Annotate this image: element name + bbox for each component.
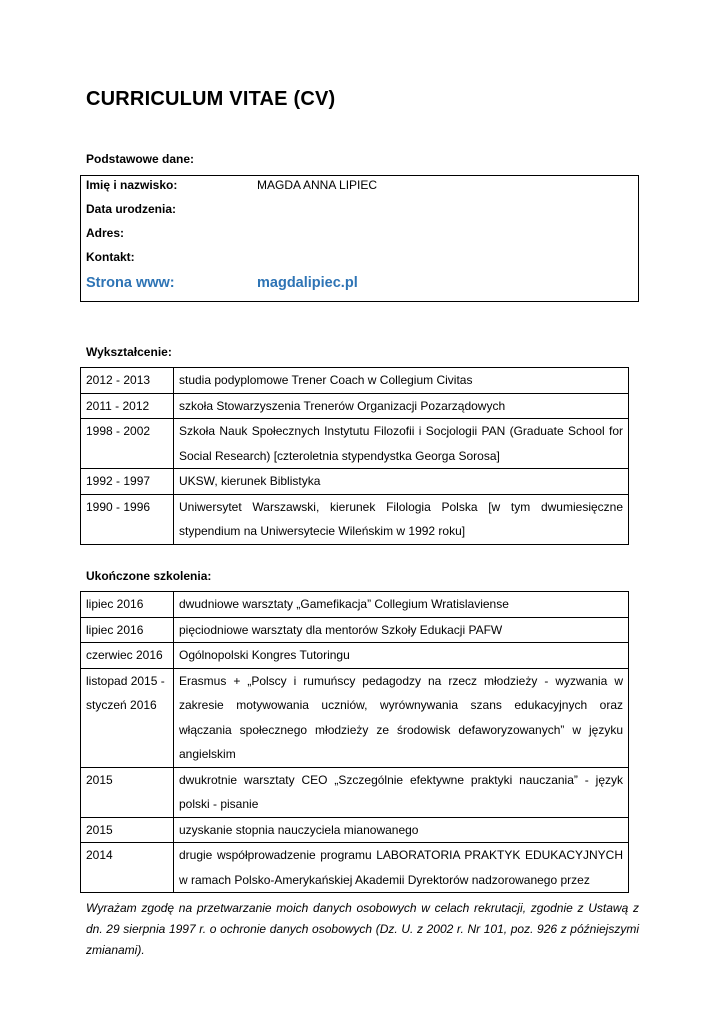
table-row [81, 469, 629, 495]
page-title: CURRICULUM VITAE (CV) [86, 88, 336, 110]
description-cell: pięciodniowe warsztaty dla mentorów Szkoły Edukacji PAFW [174, 617, 629, 643]
description-cell: dwudniowe warsztaty „Gamefikacja” Collegium Wratislaviense [174, 592, 629, 618]
trainings-table [80, 591, 629, 893]
description-cell: UKSW, kierunek Biblistyka [174, 469, 629, 495]
description-cell: szkoła Stowarzyszenia Trenerów Organizacji Pozarządowych [174, 393, 629, 419]
period-cell: czerwiec 2016 [81, 643, 174, 669]
address-row [86, 226, 633, 240]
table-row [81, 393, 629, 419]
name-value: MAGDA ANNA LIPIEC [257, 178, 378, 192]
education-table [80, 367, 629, 545]
period-cell: 1992 - 1997 [81, 469, 174, 495]
period-cell: 2015 [81, 817, 174, 843]
period-cell: 1990 - 1996 [81, 494, 174, 544]
description-cell: uzyskanie stopnia nauczyciela mianowanego [174, 817, 629, 843]
description-cell: Uniwersytet Warszawski, kierunek Filologia Polska [w tym dwumiesięczne stypendium na Uniwersytecie Wileńskim w 1992 roku] [174, 494, 629, 544]
description-cell: studia podyplomowe Trener Coach w Collegium Civitas [174, 368, 629, 394]
table-row [81, 817, 629, 843]
period-cell: listopad 2015 - styczeń 2016 [81, 668, 174, 767]
web-label: Strona www: [86, 275, 175, 291]
trainings-heading: Ukończone szkolenia: [86, 569, 212, 583]
name-row [86, 178, 633, 192]
table-row [81, 592, 629, 618]
period-cell: lipiec 2016 [81, 617, 174, 643]
web-row [86, 275, 633, 291]
table-row [81, 617, 629, 643]
address-label: Adres: [86, 226, 125, 240]
name-label: Imię i nazwisko: [86, 178, 178, 192]
table-row [81, 368, 629, 394]
period-cell: 2015 [81, 767, 174, 817]
table-row [81, 668, 629, 767]
period-cell: lipiec 2016 [81, 592, 174, 618]
table-row [81, 767, 629, 817]
period-cell: 2012 - 2013 [81, 368, 174, 394]
contact-label: Kontakt: [86, 250, 135, 264]
table-row [81, 494, 629, 544]
web-link[interactable]: magdalipiec.pl [257, 275, 358, 291]
contact-row [86, 250, 633, 264]
basic-data-heading: Podstawowe dane: [86, 152, 195, 166]
data-consent-clause: Wyrażam zgodę na przetwarzanie moich danych osobowych w celach rekrutacji, zgodnie z Ustawą z dn. 29 sierpnia 1997 r. o ochronie danych osobowych (Dz. U. z 2002 r. Nr 101, poz. 926 z późniejszymi zmianami). [86, 901, 639, 957]
birth-label: Data urodzenia: [86, 202, 177, 216]
table-row [81, 643, 629, 669]
table-row [81, 843, 629, 893]
description-cell: Szkoła Nauk Społecznych Instytutu Filozofii i Socjologii PAN (Graduate School for Social Research) [czteroletnia stypendystka Georga Sorosa] [174, 419, 629, 469]
period-cell: 2014 [81, 843, 174, 893]
description-cell: Erasmus + „Polscy i rumuńscy pedagodzy na rzecz młodzieży - wyzwania w zakresie motywowania uczniów, wyrównywania szans edukacyjnych oraz włączania społecznego młodzieży ze środowisk defaworyzowanych” w języku angielskim [174, 668, 629, 767]
period-cell: 1998 - 2002 [81, 419, 174, 469]
basic-data-box [80, 175, 639, 302]
table-row [81, 419, 629, 469]
description-cell: Ogólnopolski Kongres Tutoringu [174, 643, 629, 669]
description-cell: drugie współprowadzenie programu LABORATORIA PRAKTYK EDUKACYJNYCH w ramach Polsko-Amerykańskiej Akademii Dyrektorów nadzorowanego przez [174, 843, 629, 893]
description-cell: dwukrotnie warsztaty CEO „Szczególnie efektywne praktyki nauczania” - język polski - pisanie [174, 767, 629, 817]
education-heading: Wykształcenie: [86, 345, 172, 359]
period-cell: 2011 - 2012 [81, 393, 174, 419]
birth-row [86, 202, 633, 216]
